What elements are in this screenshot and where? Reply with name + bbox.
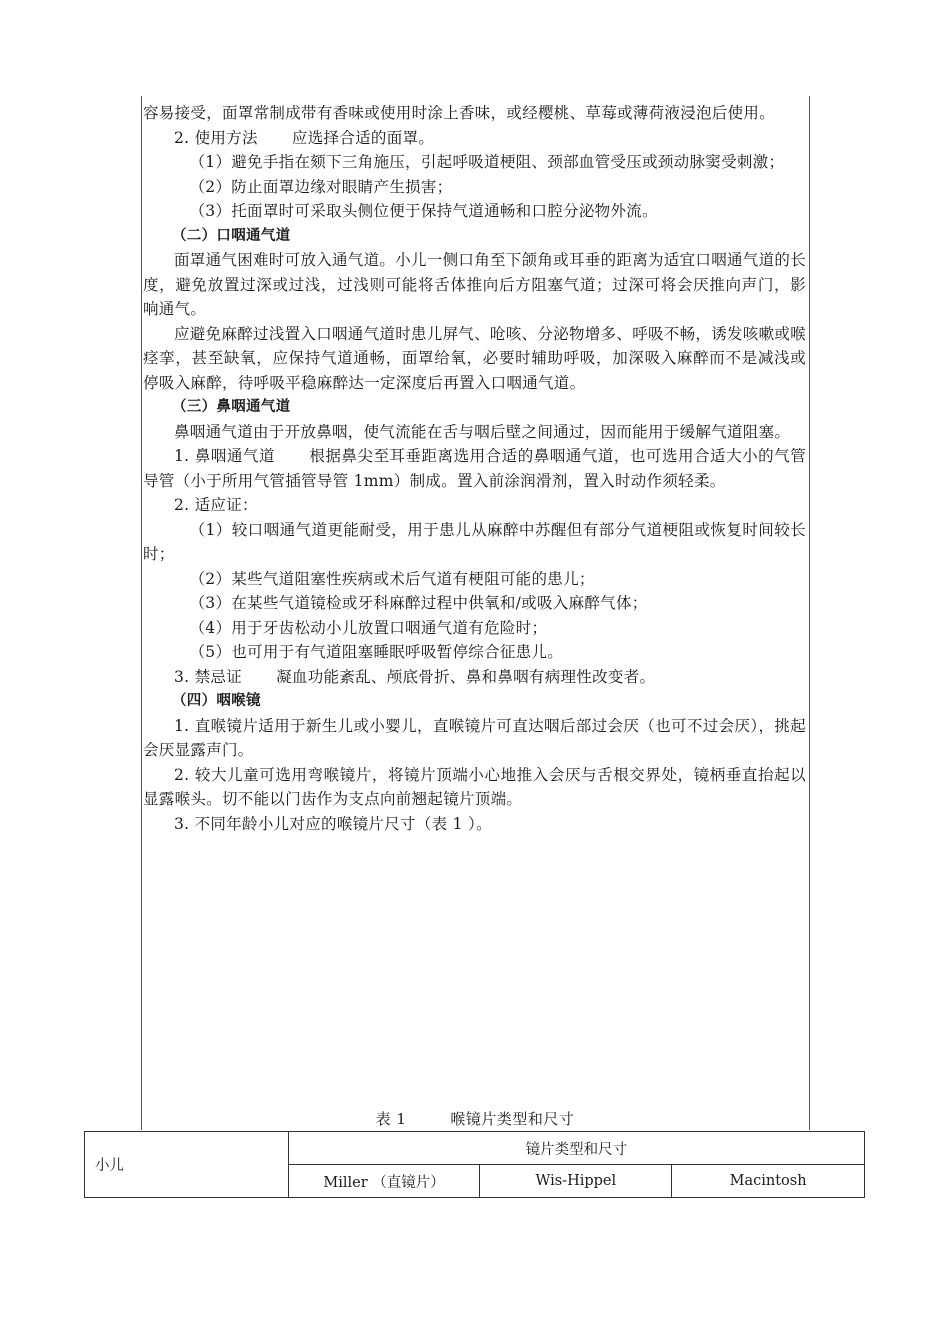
- list-item: （4）用于牙齿松动小儿放置口咽通气道有危险时；: [189, 618, 548, 637]
- list-item: （3）在某些气道镜检或牙科麻醉过程中供氧和/或吸入麻醉气体；: [189, 594, 648, 612]
- labeled-paragraph: [143, 126, 806, 151]
- section-heading: （三）鼻咽通气道: [172, 399, 291, 415]
- list-item: （2）某些气道阻塞性疾病或术后气道有梗阻可能的患儿；: [189, 569, 595, 588]
- paragraph: 面罩通气困难时可放入通气道。小儿一侧口角至下颌角或耳垂的距离为适宜口咽通气道的长度，避免放置过深或过浅，过浅则可能将舌体推向后方阻塞气道；过深可将会厌推向声门，影响通气。: [143, 251, 807, 318]
- section-heading: （四）咽喉镜: [172, 693, 261, 709]
- paragraph: 2. 适应证：: [174, 496, 258, 514]
- list-item: （3）托面罩时可采取头侧位便于保持气道通畅和口腔分泌物外流。: [189, 202, 658, 220]
- paragraph: 应避免麻醉过浅置入口咽通气道时患儿屏气、呛咳、分泌物增多、呼吸不畅，诱发咳嗽或喉痉挛，甚至缺氧，应保持气道通畅，面罩给氧，必要时辅助呼吸，加深吸入麻醉而不是减浅或停吸入麻醉，待呼吸平稳麻醉达一定深度后再置入口咽通气道。: [143, 324, 807, 392]
- table-column-header: Macintosh: [672, 1165, 865, 1198]
- paragraph-label: 1. 鼻咽通气道: [174, 447, 275, 465]
- paragraph-text: 根据鼻尖至耳垂距离选用合适的鼻咽通气道，也可选用合适大小的气管导管（小于所用气管插管导管 1mm）制成。置入前涂润滑剂，置入时动作须轻柔。: [143, 447, 806, 490]
- paragraph-label: 3. 禁忌证: [174, 667, 243, 686]
- list-item: （1）较口咽通气道更能耐受，用于患儿从麻醉中苏醒但有部分气道梗阻或恢复时间较长时；: [143, 520, 806, 563]
- document-body: [143, 101, 806, 836]
- table-group-header: 镜片类型和尺寸: [288, 1132, 864, 1165]
- paragraph-text: 应选择合适的面罩。: [291, 128, 435, 147]
- labeled-paragraph: [143, 665, 806, 690]
- paragraph: 容易接受，面罩常制成带有香味或使用时涂上香味，或经樱桃、草莓或薄荷液浸泡后使用。: [143, 104, 776, 122]
- section-heading: （二）口咽通气道: [172, 227, 291, 244]
- paragraph: 1. 直喉镜片适用于新生儿或小婴儿，直喉镜片可直达咽后部过会厌（也可不过会厌），挑起会厌显露声门。: [143, 716, 806, 759]
- list-item: （5）也可用于有气道阻塞睡眠呼吸暂停综合征患儿。: [189, 643, 564, 661]
- list-item: （1）避免手指在颏下三角施压，引起呼吸道梗阻、颈部血管受压或颈动脉窦受刺激；: [189, 153, 785, 171]
- paragraph: 2. 较大儿童可选用弯喉镜片，将镜片顶端小心地推入会厌与舌根交界处，镜柄垂直抬起以显露喉头。切不能以门齿作为支点向前翘起镜片顶端。: [143, 765, 806, 808]
- list-item: （2）防止面罩边缘对眼睛产生损害；: [189, 177, 453, 196]
- paragraph-label: 2. 使用方法: [174, 128, 258, 147]
- paragraph: 3. 不同年龄小儿对应的喉镜片尺寸（表 1 ）。: [174, 814, 492, 833]
- table-caption: [0, 1108, 950, 1129]
- table-caption-title: 喉镜片类型和尺寸: [450, 1110, 575, 1128]
- table-row-header: 小儿: [85, 1132, 289, 1198]
- paragraph: 鼻咽通气道由于开放鼻咽，使气流能在舌与咽后壁之间通过，因而能用于缓解气道阻塞。: [174, 422, 791, 441]
- paragraph-text: 凝血功能紊乱、颅底骨折、鼻和鼻咽有病理性改变者。: [276, 667, 656, 686]
- table-column-header: Miller （直镜片）: [288, 1165, 480, 1198]
- table-column-header: Wis-Hippel: [480, 1165, 672, 1198]
- table-caption-number: 表 1: [375, 1110, 407, 1128]
- laryngoscope-blade-table: [84, 1131, 865, 1198]
- labeled-paragraph: [143, 444, 806, 493]
